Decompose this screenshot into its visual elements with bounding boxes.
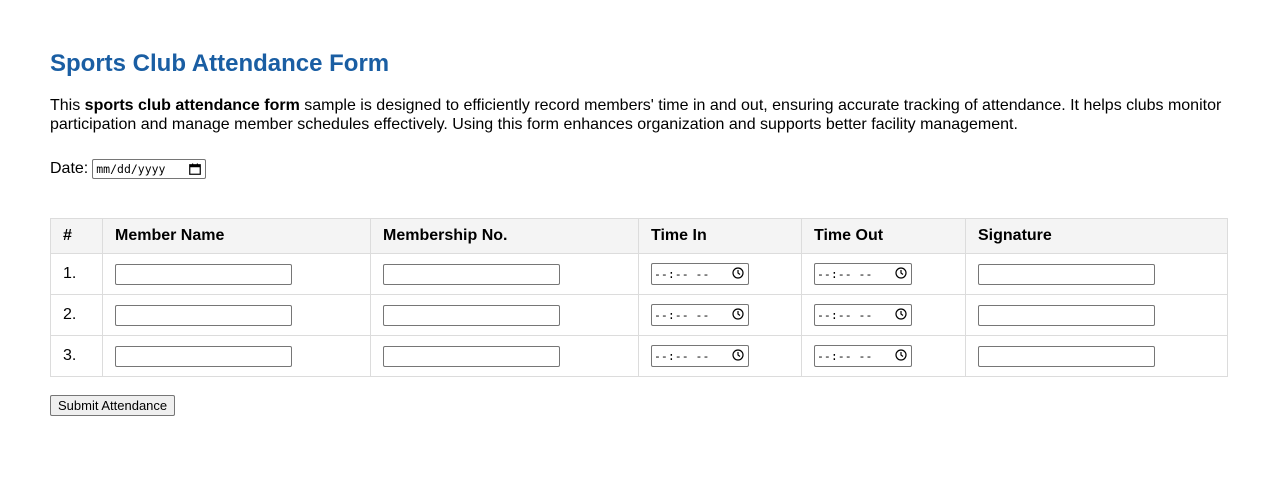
clock-icon[interactable]	[732, 308, 744, 323]
time-in-cell	[639, 254, 802, 295]
signature-input[interactable]	[978, 346, 1155, 367]
time-in-input[interactable]	[651, 345, 749, 367]
time-out-placeholder: --:-- --	[817, 349, 873, 363]
membership-no-input[interactable]	[383, 305, 560, 326]
membership-no-input[interactable]	[383, 264, 560, 285]
date-row	[50, 158, 1228, 180]
intro-paragraph	[50, 97, 1230, 134]
time-in-input[interactable]	[651, 263, 749, 285]
time-out-cell	[802, 336, 966, 377]
time-out-input[interactable]	[814, 263, 912, 285]
signature-cell	[966, 254, 1228, 295]
header-number: #	[51, 219, 103, 254]
time-out-cell	[802, 254, 966, 295]
clock-icon[interactable]	[732, 349, 744, 364]
member-name-input[interactable]	[115, 346, 292, 367]
signature-input[interactable]	[978, 305, 1155, 326]
member-name-cell	[103, 254, 371, 295]
table-row	[51, 336, 1228, 377]
table-row	[51, 295, 1228, 336]
membership-no-cell	[371, 336, 639, 377]
time-in-placeholder: --:-- --	[654, 267, 710, 281]
header-signature: Signature	[966, 219, 1228, 254]
row-number: 1.	[51, 254, 103, 295]
header-member-name: Member Name	[103, 219, 371, 254]
member-name-cell	[103, 295, 371, 336]
signature-cell	[966, 336, 1228, 377]
header-time-out: Time Out	[802, 219, 966, 254]
clock-icon[interactable]	[732, 267, 744, 282]
time-out-placeholder: --:-- --	[817, 308, 873, 322]
member-name-cell	[103, 336, 371, 377]
time-in-cell	[639, 336, 802, 377]
header-time-in: Time In	[639, 219, 802, 254]
row-number: 3.	[51, 336, 103, 377]
table-header-row	[51, 219, 1228, 254]
clock-icon[interactable]	[895, 349, 907, 364]
calendar-icon[interactable]	[189, 163, 201, 175]
time-out-placeholder: --:-- --	[817, 267, 873, 281]
submit-attendance-button[interactable]: Submit Attendance	[50, 395, 175, 416]
signature-cell	[966, 295, 1228, 336]
member-name-input[interactable]	[115, 264, 292, 285]
time-in-cell	[639, 295, 802, 336]
header-membership-no: Membership No.	[371, 219, 639, 254]
signature-input[interactable]	[978, 264, 1155, 285]
page-title: Sports Club Attendance Form	[50, 50, 390, 77]
membership-no-cell	[371, 295, 639, 336]
member-name-input[interactable]	[115, 305, 292, 326]
time-out-cell	[802, 295, 966, 336]
time-in-input[interactable]	[651, 304, 749, 326]
time-in-placeholder: --:-- --	[654, 308, 710, 322]
date-input[interactable]	[92, 159, 206, 179]
table-row	[51, 254, 1228, 295]
date-label: Date:	[50, 160, 89, 177]
time-out-input[interactable]	[814, 304, 912, 326]
intro-bold-text: sports club attendance form	[84, 97, 300, 114]
membership-no-input[interactable]	[383, 346, 560, 367]
membership-no-cell	[371, 254, 639, 295]
intro-prefix: This	[50, 97, 85, 114]
clock-icon[interactable]	[895, 267, 907, 282]
time-out-input[interactable]	[814, 345, 912, 367]
row-number: 2.	[51, 295, 103, 336]
time-in-placeholder: --:-- --	[654, 349, 710, 363]
clock-icon[interactable]	[895, 308, 907, 323]
intro-suffix: sample is designed to efficiently record members' time in and out, ensuring accurate tracking of attendance. It helps clubs monitor participation and manage member schedules effectively. Using this form enhances organization and supports better facility management.	[50, 97, 1222, 133]
date-placeholder: mm/dd/yyyy	[96, 162, 166, 176]
attendance-table	[50, 218, 1228, 377]
